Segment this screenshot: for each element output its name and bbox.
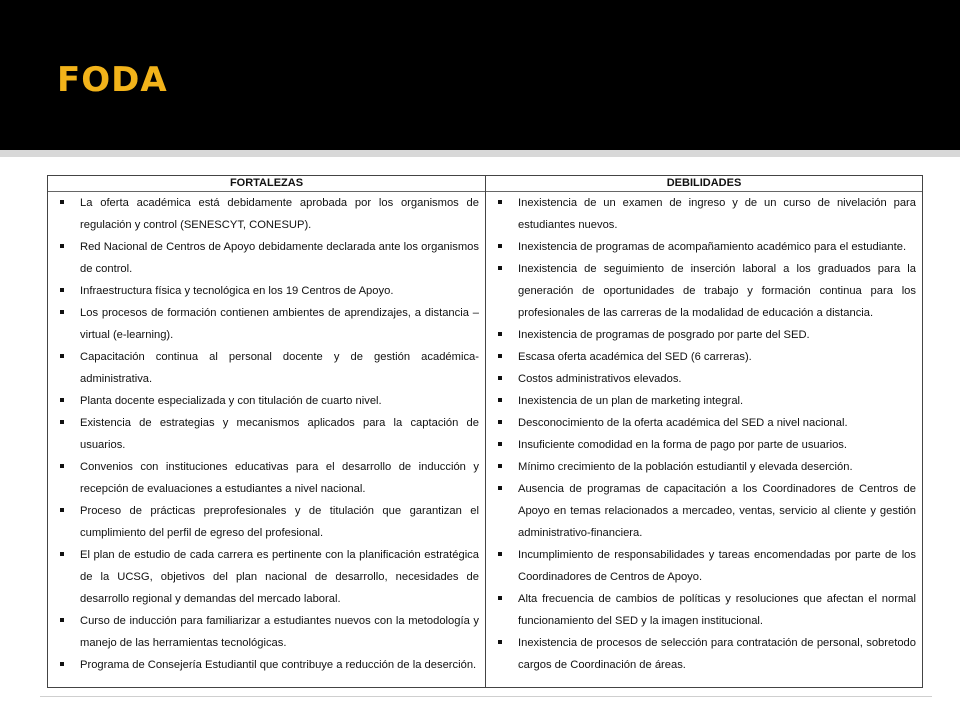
debilidad-item: Desconocimiento de la oferta académica del SED a nivel nacional. — [486, 412, 916, 434]
fortalezas-list — [48, 192, 485, 676]
debilidades-list — [486, 192, 922, 676]
fortalezas-column — [48, 176, 486, 687]
debilidad-item: Inexistencia de seguimiento de inserción laboral a los graduados para la generación de oportunidades de trabajo y formación continua para los profesionales de las carreras de la modalidad de educación a distancia. — [486, 258, 916, 324]
debilidad-item: Costos administrativos elevados. — [486, 368, 916, 390]
fortaleza-item: Existencia de estrategias y mecanismos aplicados para la captación de usuarios. — [48, 412, 479, 456]
header-divider — [0, 150, 960, 157]
debilidad-item: Incumplimiento de responsabilidades y tareas encomendadas por parte de los Coordinadores de Centros de Apoyo. — [486, 544, 916, 588]
debilidad-item: Inexistencia de programas de posgrado por parte del SED. — [486, 324, 916, 346]
fortaleza-item: Capacitación continua al personal docente y de gestión académica-administrativa. — [48, 346, 479, 390]
fortaleza-item: Planta docente especializada y con titulación de cuarto nivel. — [48, 390, 479, 412]
fortaleza-item: Los procesos de formación contienen ambientes de aprendizajes, a distancia – virtual (e-learning). — [48, 302, 479, 346]
fortaleza-item: Curso de inducción para familiarizar a estudiantes nuevos con la metodología y manejo de las herramientas tecnológicas. — [48, 610, 479, 654]
debilidad-item: Inexistencia de un examen de ingreso y de un curso de nivelación para estudiantes nuevos. — [486, 192, 916, 236]
fortaleza-item: Programa de Consejería Estudiantil que contribuye a reducción de la deserción. — [48, 654, 479, 676]
debilidad-item: Inexistencia de un plan de marketing integral. — [486, 390, 916, 412]
slide-header — [0, 0, 960, 150]
debilidad-item: Inexistencia de procesos de selección para contratación de personal, sobretodo cargos de Coordinación de áreas. — [486, 632, 916, 676]
debilidades-column — [486, 176, 922, 687]
fortaleza-item: Infraestructura física y tecnológica en los 19 Centros de Apoyo. — [48, 280, 479, 302]
fortaleza-item: Convenios con instituciones educativas para el desarrollo de inducción y recepción de evaluaciones a estudiantes a nivel nacional. — [48, 456, 479, 500]
fortaleza-item: El plan de estudio de cada carrera es pertinente con la planificación estratégica de la UCSG, objetivos del plan nacional de desarrollo, necesidades de desarrollo regional y demandas del mercado laboral. — [48, 544, 479, 610]
debilidad-item: Ausencia de programas de capacitación a los Coordinadores de Centros de Apoyo en temas relacionados a mercadeo, ventas, servicio al cliente y gestión administrativo-financiera. — [486, 478, 916, 544]
fortaleza-item: La oferta académica está debidamente aprobada por los organismos de regulación y control (SENESCYT, CONESUP). — [48, 192, 479, 236]
debilidad-item: Alta frecuencia de cambios de políticas y resoluciones que afectan el normal funcionamiento del SED y la imagen institucional. — [486, 588, 916, 632]
debilidad-item: Escasa oferta académica del SED (6 carreras). — [486, 346, 916, 368]
debilidad-item: Insuficiente comodidad en la forma de pago por parte de usuarios. — [486, 434, 916, 456]
debilidad-item: Mínimo crecimiento de la población estudiantil y elevada deserción. — [486, 456, 916, 478]
fortaleza-item: Red Nacional de Centros de Apoyo debidamente declarada ante los organismos de control. — [48, 236, 479, 280]
footer-divider — [40, 696, 932, 697]
debilidad-item: Inexistencia de programas de acompañamiento académico para el estudiante. — [486, 236, 916, 258]
fortalezas-header: FORTALEZAS — [48, 176, 485, 192]
slide-title: FODA — [57, 60, 168, 100]
fortaleza-item: Proceso de prácticas preprofesionales y de titulación que garantizan el cumplimiento del perfil de egreso del profesional. — [48, 500, 479, 544]
foda-table — [47, 175, 923, 688]
debilidades-header: DEBILIDADES — [486, 176, 922, 192]
